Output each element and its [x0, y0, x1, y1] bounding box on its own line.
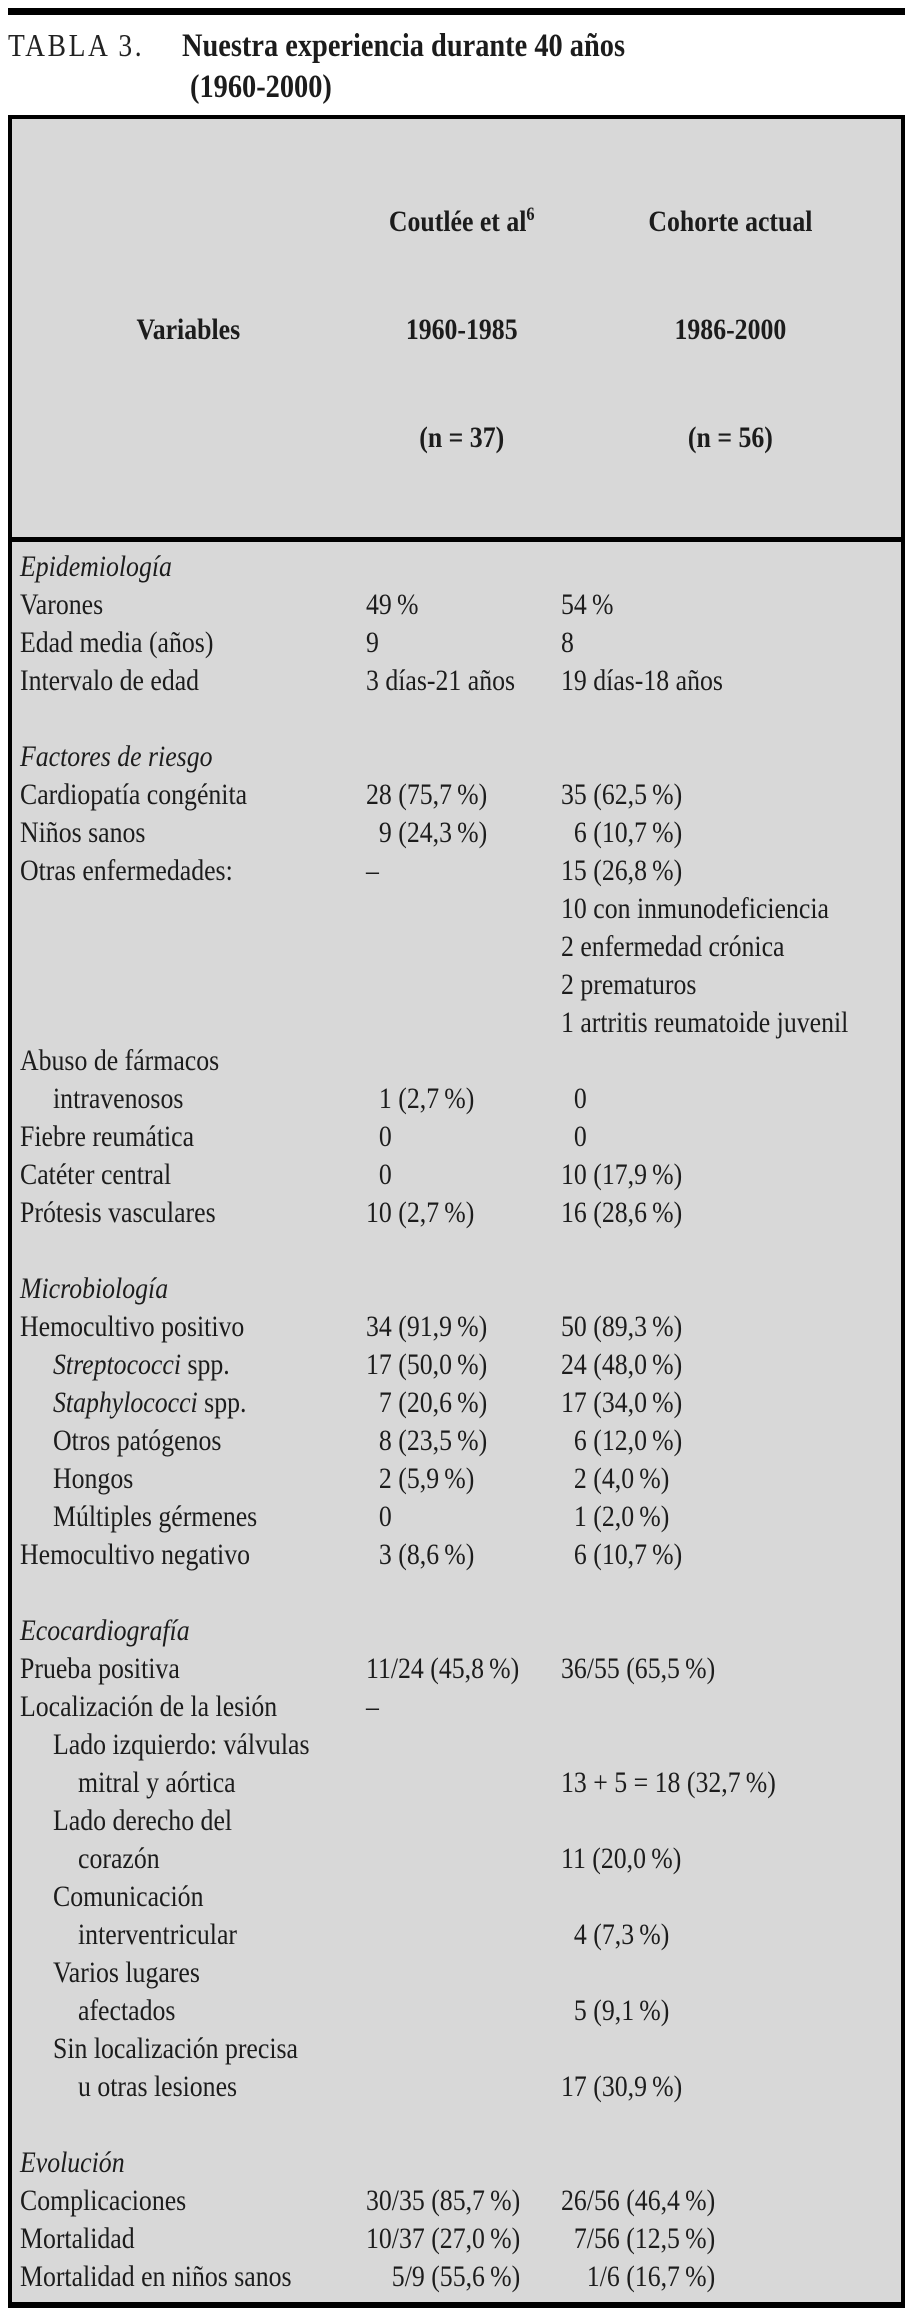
value-cohorte: 5 (9,1 %): [561, 1994, 670, 2027]
value-coutlee: 8 (23,5 %): [366, 1424, 488, 1457]
value-cohorte: 35 (62,5 %): [561, 778, 683, 811]
row-label: Niños sanos: [20, 816, 146, 849]
value-coutlee: [364, 1270, 560, 1308]
value-coutlee: 0: [366, 1500, 392, 1533]
row-label: Staphylococci spp.: [53, 1386, 247, 1419]
row-label: Intervalo de edad: [20, 664, 200, 697]
table-row: [12, 1384, 901, 1422]
table-row: [12, 1422, 901, 1460]
value-coutlee: 2 (5,9 %): [366, 1462, 475, 1495]
value-coutlee: [364, 928, 560, 966]
row-label: Mortalidad: [20, 2222, 135, 2255]
value-cohorte: 6 (10,7 %): [561, 1538, 683, 1571]
value-coutlee: 28 (75,7 %): [366, 778, 488, 811]
value-cohorte: [560, 1688, 901, 1726]
table-row: [12, 1878, 901, 1916]
value-coutlee: 10 (2,7 %): [366, 1196, 475, 1229]
table-row: [12, 814, 901, 852]
value-coutlee: [364, 2068, 560, 2106]
section-row: [12, 1270, 901, 1308]
row-label: Comunicación: [53, 1880, 204, 1913]
value-coutlee: [364, 1802, 560, 1840]
table-row: [12, 1688, 901, 1726]
value-coutlee: 30/35 (85,7 %): [366, 2184, 521, 2217]
value-coutlee: [364, 1612, 560, 1650]
table-row: [12, 2220, 901, 2258]
value-coutlee: 9: [366, 626, 379, 659]
header-coutlee-n: (n = 37): [419, 421, 505, 454]
header-cell-cohorte: [560, 132, 901, 528]
table-title: [8, 24, 905, 113]
section-row: [12, 738, 901, 776]
value-cohorte: 17 (34,0 %): [561, 1386, 683, 1419]
row-label: Mortalidad en niños sanos: [20, 2260, 292, 2293]
table-row: [12, 1460, 901, 1498]
value-cohorte: 1 artritis reumatoide juvenil: [561, 1006, 849, 1039]
section-label: Epidemiología: [20, 550, 172, 583]
header-coutlee-name: Coutlée et al: [389, 205, 527, 238]
row-label: Localización de la lesión: [20, 1690, 278, 1723]
value-coutlee: 17 (50,0 %): [366, 1348, 488, 1381]
value-cohorte: [560, 1954, 901, 1992]
row-label: [12, 928, 364, 966]
row-label: mitral y aórtica: [78, 1766, 236, 1799]
value-cohorte: [560, 1042, 901, 1080]
table-row: [12, 1726, 901, 1764]
table-row: [12, 928, 901, 966]
value-cohorte: 2 enfermedad crónica: [561, 930, 785, 963]
value-coutlee: [364, 1004, 560, 1042]
table-title-years: (1960-2000): [190, 69, 332, 105]
value-cohorte: [560, 548, 901, 586]
row-label: corazón: [78, 1842, 160, 1875]
data-table: [8, 115, 905, 2308]
table-row: [12, 1650, 901, 1688]
table-row: [12, 624, 901, 662]
value-cohorte: 8: [561, 626, 574, 659]
table-row: [12, 1194, 901, 1232]
table-row: [12, 1308, 901, 1346]
row-label: Múltiples gérmenes: [53, 1500, 258, 1533]
value-cohorte: [560, 2144, 901, 2182]
value-cohorte: 50 (89,3 %): [561, 1310, 683, 1343]
header-cell-variables: [12, 132, 364, 528]
value-coutlee: 0: [366, 1158, 392, 1191]
value-coutlee: 10/37 (27,0 %): [366, 2222, 521, 2255]
value-coutlee: –: [366, 854, 379, 887]
row-label: [12, 1004, 364, 1042]
value-cohorte: 6 (10,7 %): [561, 816, 683, 849]
value-cohorte: 2 prematuros: [561, 968, 697, 1001]
value-cohorte: 16 (28,6 %): [561, 1196, 683, 1229]
value-coutlee: [364, 1954, 560, 1992]
blank-row: [12, 1574, 901, 1612]
row-label: Varios lugares: [53, 1956, 200, 1989]
row-label: Complicaciones: [20, 2184, 187, 2217]
top-rule: [8, 8, 905, 15]
value-cohorte: 13 + 5 = 18 (32,7 %): [561, 1766, 776, 1799]
value-cohorte: 7/56 (12,5 %): [561, 2222, 716, 2255]
value-cohorte: 0: [561, 1082, 587, 1115]
value-coutlee: [364, 1726, 560, 1764]
table-header: [12, 119, 901, 542]
value-coutlee: [364, 1992, 560, 2030]
table-row: [12, 1498, 901, 1536]
value-cohorte: 10 con inmunodeficiencia: [561, 892, 829, 925]
section-row: [12, 2144, 901, 2182]
table-title-line2: [8, 67, 905, 113]
reference-superscript: 6: [526, 204, 535, 225]
value-coutlee: 49 %: [366, 588, 419, 621]
row-label: Streptococci spp.: [53, 1348, 230, 1381]
table-title-line1: [8, 24, 905, 67]
table-row: [12, 1992, 901, 2030]
table-number-label: TABLA 3.: [8, 27, 145, 63]
value-coutlee: 9 (24,3 %): [366, 816, 488, 849]
row-label: Lado derecho del: [53, 1804, 233, 1837]
value-coutlee: 3 (8,6 %): [366, 1538, 475, 1571]
table-row: [12, 1840, 901, 1878]
row-label: [12, 966, 364, 1004]
header-cohorte-name: Cohorte actual: [648, 205, 813, 238]
value-coutlee: [364, 548, 560, 586]
table-row: [12, 1346, 901, 1384]
section-label: Microbiología: [20, 1272, 169, 1305]
value-cohorte: [560, 1726, 901, 1764]
header-coutlee-line1: [389, 204, 535, 240]
value-coutlee: [364, 1878, 560, 1916]
header-coutlee-period: 1960-1985: [406, 313, 518, 346]
genus-name-italic: Streptococci: [53, 1348, 181, 1381]
table-row: [12, 2030, 901, 2068]
value-coutlee: 34 (91,9 %): [366, 1310, 488, 1343]
value-cohorte: 26/56 (46,4 %): [561, 2184, 716, 2217]
value-cohorte: 2 (4,0 %): [561, 1462, 670, 1495]
value-cohorte: 19 días-18 años: [561, 664, 723, 697]
value-coutlee: [364, 2144, 560, 2182]
table-row: [12, 1954, 901, 1992]
row-label: intravenosos: [53, 1082, 184, 1115]
table-row: [12, 1004, 901, 1042]
value-cohorte: 1 (2,0 %): [561, 1500, 670, 1533]
row-label: [12, 890, 364, 928]
table-row: [12, 1536, 901, 1574]
section-label: Ecocardiografía: [20, 1614, 190, 1647]
value-coutlee: 1 (2,7 %): [366, 1082, 475, 1115]
value-coutlee: [364, 1764, 560, 1802]
row-label: Otros patógenos: [53, 1424, 222, 1457]
section-label: Evolución: [20, 2146, 125, 2179]
table-row: [12, 1118, 901, 1156]
value-cohorte: [560, 2030, 901, 2068]
value-coutlee: [364, 1840, 560, 1878]
value-coutlee: [364, 1042, 560, 1080]
section-row: [12, 1612, 901, 1650]
value-coutlee: [364, 1916, 560, 1954]
value-coutlee: [364, 890, 560, 928]
value-cohorte: 36/55 (65,5 %): [561, 1652, 716, 1685]
table-row: [12, 2182, 901, 2220]
table-row: [12, 1080, 901, 1118]
value-cohorte: 4 (7,3 %): [561, 1918, 670, 1951]
table-row: [12, 662, 901, 700]
row-label: Fiebre reumática: [20, 1120, 195, 1153]
value-cohorte: 15 (26,8 %): [561, 854, 683, 887]
row-label: Cardiopatía congénita: [20, 778, 248, 811]
value-cohorte: 17 (30,9 %): [561, 2070, 683, 2103]
blank-row: [12, 700, 901, 738]
value-coutlee: 11/24 (45,8 %): [366, 1652, 520, 1685]
value-cohorte: 10 (17,9 %): [561, 1158, 683, 1191]
row-label: Prótesis vasculares: [20, 1196, 216, 1229]
row-label: Lado izquierdo: válvulas: [53, 1728, 310, 1761]
table-row: [12, 2258, 901, 2296]
header-cohorte-n: (n = 56): [688, 421, 773, 454]
row-label: Otras enfermedades:: [20, 854, 233, 887]
table-row: [12, 776, 901, 814]
value-cohorte: [560, 1878, 901, 1916]
section-label: Factores de riesgo: [20, 740, 213, 773]
value-coutlee: 3 días-21 años: [366, 664, 516, 697]
row-label: Abuso de fármacos: [20, 1044, 220, 1077]
table-row: [12, 1764, 901, 1802]
value-cohorte: 54 %: [561, 588, 614, 621]
value-cohorte: 6 (12,0 %): [561, 1424, 683, 1457]
value-coutlee: 7 (20,6 %): [366, 1386, 488, 1419]
row-label: interventricular: [78, 1918, 238, 1951]
row-label: Edad media (años): [20, 626, 214, 659]
row-label: Varones: [20, 588, 104, 621]
row-label: Hongos: [53, 1462, 134, 1495]
row-label: Catéter central: [20, 1158, 172, 1191]
table-row: [12, 852, 901, 890]
table-row: [12, 2068, 901, 2106]
table-row: [12, 586, 901, 624]
value-cohorte: 11 (20,0 %): [561, 1842, 682, 1875]
header-variables-label: Variables: [136, 313, 240, 346]
row-label: afectados: [78, 1994, 176, 2027]
row-label: u otras lesiones: [78, 2070, 238, 2103]
value-cohorte: [560, 1612, 901, 1650]
value-cohorte: [560, 1802, 901, 1840]
table-row: [12, 1916, 901, 1954]
blank-row: [12, 1232, 901, 1270]
value-coutlee: [364, 966, 560, 1004]
value-coutlee: 0: [366, 1120, 392, 1153]
header-cell-coutlee: [364, 132, 560, 528]
value-cohorte: [560, 1270, 901, 1308]
value-cohorte: [560, 738, 901, 776]
value-coutlee: –: [366, 1690, 379, 1723]
table-row: [12, 890, 901, 928]
row-label: Hemocultivo positivo: [20, 1310, 245, 1343]
row-label: Hemocultivo negativo: [20, 1538, 250, 1571]
value-coutlee: 5/9 (55,6 %): [366, 2260, 521, 2293]
section-row: [12, 548, 901, 586]
table-body: [12, 542, 901, 2302]
value-coutlee: [364, 2030, 560, 2068]
table-row: [12, 1042, 901, 1080]
value-cohorte: 1/6 (16,7 %): [561, 2260, 716, 2293]
table-row: [12, 1802, 901, 1840]
table-row: [12, 966, 901, 1004]
value-cohorte: 24 (48,0 %): [561, 1348, 683, 1381]
value-cohorte: 0: [561, 1120, 587, 1153]
table-row: [12, 1156, 901, 1194]
value-coutlee: [364, 738, 560, 776]
row-label: Sin localización precisa: [53, 2032, 299, 2065]
genus-name-italic: Staphylococci: [53, 1386, 198, 1419]
blank-row: [12, 2106, 901, 2144]
table-title-text: Nuestra experiencia durante 40 años: [182, 28, 626, 64]
row-label: Prueba positiva: [20, 1652, 180, 1685]
header-cohorte-period: 1986-2000: [674, 313, 787, 346]
